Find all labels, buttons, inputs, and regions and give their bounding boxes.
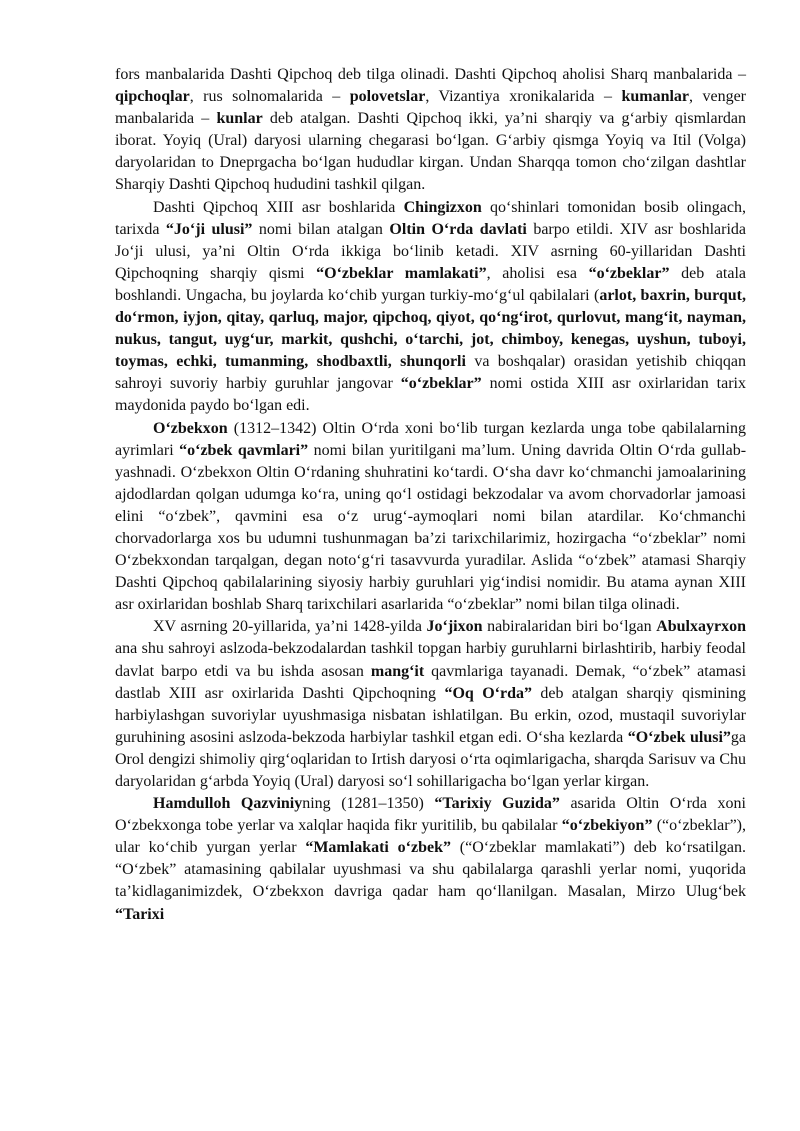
- bold-term: Abulxayrxon: [656, 618, 746, 636]
- document-page: [115, 64, 746, 926]
- text-run: nomi bilan yuritilgani ma’lum. Uning davrida Oltin O‘rda gullab-yashnadi. O‘zbekxon Oltin O‘rdaning shuhratini ko‘tardi. O‘sha davr ko‘chmanchi jamoalarining ajdodlardan qolgan udumga ko‘ra, uning qo‘l ostidagi bekzodalar va avom chorvadorlar jamoasi elini “o‘zbek”, qavmini esa o‘z urug‘-aymoqlari nomi bilan atardilar. Ko‘chmanchi chorvadorlarga xos bu udumni tushunmagan ba’zi tarixchilarimiz, hozirgacha “o‘zbeklar” nomi O‘zbekxondan tarqalgan, degan noto‘g‘ri tasavvurda yuradilar. Aslida “o‘zbek” atamasi Sharqiy Dashti Qipchoq qabilalarining siyosiy harbiy guruhlari yig‘indisi nomidir. Bu atama aynan XIII asr oxirlaridan boshlab Sharq tarixchilari asarlarida “o‘zbeklar” nomi bilan tilga olinadi.: [115, 441, 747, 614]
- text-run: , rus solnomalarida –: [189, 88, 350, 106]
- text-run: (1312–1342) Oltin O‘rda xoni bo‘lib turgan kezlarda unga tobe qabilalarning ayrimlari: [115, 419, 746, 459]
- text-run: deb atalgan sharqiy qismining harbiylashgan suvoriylar uyushmasiga nisbatan ishlatilgan. Bu erkin, ozod, mustaqil suvoriylar guruhining asosini aslzoda-bekzoda harbiylar tashkil etgan edi. O‘sha kezlarda: [115, 684, 747, 746]
- text-run: asarida Oltin O‘rda xoni O‘zbekxonga tobe yerlar va xalqlar haqida fikr yuritilib, bu qabilalar: [115, 795, 746, 835]
- text-run: ga Orol dengizi shimoliy qirg‘oqlaridan to Irtish daryosi o‘rta oqimlarigacha, sharqda Sarisuv va Chu daryolaridan g‘arbda Yoyiq (Ural) daryosi so‘l sohillarigacha bo‘lgan yerlar kirgan.: [115, 728, 746, 790]
- paragraph: [115, 64, 746, 197]
- bold-term: “O‘zbek ulusi”: [627, 728, 731, 746]
- text-run: Dashti Qipchoq XIII asr boshlarida: [153, 198, 404, 216]
- paragraph: [115, 793, 746, 926]
- bold-term: “Oq O‘rda”: [444, 684, 532, 702]
- text-run: va boshqalar) orasidan yetishib chiqqan sahroyi suvoriy harbiy guruhlar jangovar: [115, 353, 746, 393]
- paragraph: [115, 616, 746, 793]
- bold-term: “o‘zbeklar”: [588, 264, 670, 282]
- text-run: barpo etildi. XIV asr boshlarida Jo‘ji ulusi, ya’ni Oltin O‘rda ikkiga bo‘linib ketadi. XIV asrning 60-yillaridan Dashti Qipchoqning sharqiy qismi: [115, 220, 747, 282]
- text-run: nomi bilan atalgan: [252, 220, 390, 238]
- text-run: nabiralaridan biri bo‘lgan: [482, 618, 657, 636]
- bold-term: “Tarixiy Guzida”: [434, 795, 560, 813]
- text-run: deb atalgan. Dashti Qipchoq ikki, ya’ni sharqiy va g‘arbiy qismlardan iborat. Yoyiq (Ural) daryosi ularning chegarasi bo‘lgan. G‘arbiy qismga Yoyiq va Itil (Volga) daryolaridan to Dneprgacha bo‘lgan hududlar kirgan. Undan Sharqqa tomon cho‘zilgan dashtlar Sharqiy Dashti Qipchoq hududini tashkil qilgan.: [115, 110, 747, 194]
- text-run: (“o‘zbeklar”), ular ko‘chib yurgan yerlar: [115, 817, 746, 857]
- text-run: ning (1281–1350): [302, 795, 435, 813]
- text-run: deb atala boshlandi. Ungacha, bu joylarda ko‘chib yurgan turkiy-mo‘g‘ul qabilalari (: [115, 264, 747, 304]
- bold-term: “O‘zbeklar mamlakati”: [316, 264, 487, 282]
- text-run: (“O‘zbeklar mamlakati”) deb ko‘rsatilgan. “O‘zbek” atamasining qabilalar uyushmasi va shu qabilalarga qarashli yerlar nomi, yuqorida ta’kidlaganimizdek, O‘zbekxon davriga qadar ham qo‘llanilgan. Masalan, Mirzo Ulug‘bek: [115, 839, 747, 901]
- text-run: XV asrning 20-yillarida, ya’ni 1428-yilda: [153, 618, 427, 636]
- bold-term: O‘zbekxon: [153, 419, 228, 437]
- bold-term: “Mamlakati o‘zbek”: [305, 839, 451, 857]
- paragraph: [115, 418, 746, 617]
- bold-term: Jo‘jixon: [426, 618, 483, 636]
- text-run: qo‘shinlari tomonidan bosib olingach, tarixda: [115, 198, 747, 238]
- bold-term: qipchoqlar: [115, 88, 190, 106]
- bold-term: “Jo‘ji ulusi”: [165, 220, 253, 238]
- bold-term: Chingizxon: [403, 198, 482, 216]
- text-run: , venger manbalarida –: [115, 88, 747, 128]
- text-run: nomi ostida XIII asr oxirlaridan tarix maydonida paydo bo‘lgan edi.: [115, 375, 746, 415]
- bold-term: Oltin O‘rda davlati: [389, 220, 527, 238]
- bold-term: arlot, baxrin, burqut, do‘rmon, iyjon, qitay, qarluq, major, qipchoq, qiyot, qo‘ng‘irot, qurlovut, mang‘it, nayman, nukus, tangut, uyg‘ur, markit, qushchi, o‘tarchi, jot, chimboy, kenegas, uyshun, tuboyi, toymas, echki, tumanming, shodbaxtli, shunqorli: [115, 286, 747, 371]
- text-run: ana shu sahroyi aslzoda-bekzodalardan tashkil topgan harbiy guruhlarni birlashtirib, harbiy feodal davlat barpo etdi va bu ishda asosan: [115, 640, 746, 680]
- bold-term: polovetslar: [349, 88, 426, 106]
- bold-term: kunlar: [216, 110, 263, 128]
- bold-term: “o‘zbeklar”: [400, 375, 482, 393]
- bold-term: kumanlar: [621, 88, 690, 106]
- bold-term: “Tarixi: [115, 905, 165, 923]
- bold-term: Hamdulloh Qazviniy: [153, 795, 303, 813]
- text-run: qavmlariga tayanadi. Demak, “o‘zbek” atamasi dastlab XIII asr oxirlarida Dashti Qipchoqning: [115, 662, 747, 702]
- bold-term: “o‘zbek qavmlari”: [179, 441, 309, 459]
- text-run: fors manbalarida Dashti Qipchoq deb tilga olinadi. Dashti Qipchoq aholisi Sharq manbalarida –: [115, 66, 746, 83]
- text-run: , Vizantiya xronikalarida –: [425, 88, 622, 106]
- bold-term: mang‘it: [370, 662, 425, 680]
- text-run: , aholisi esa: [486, 264, 589, 282]
- bold-term: “o‘zbekiyon”: [561, 817, 653, 835]
- paragraph: [115, 197, 746, 418]
